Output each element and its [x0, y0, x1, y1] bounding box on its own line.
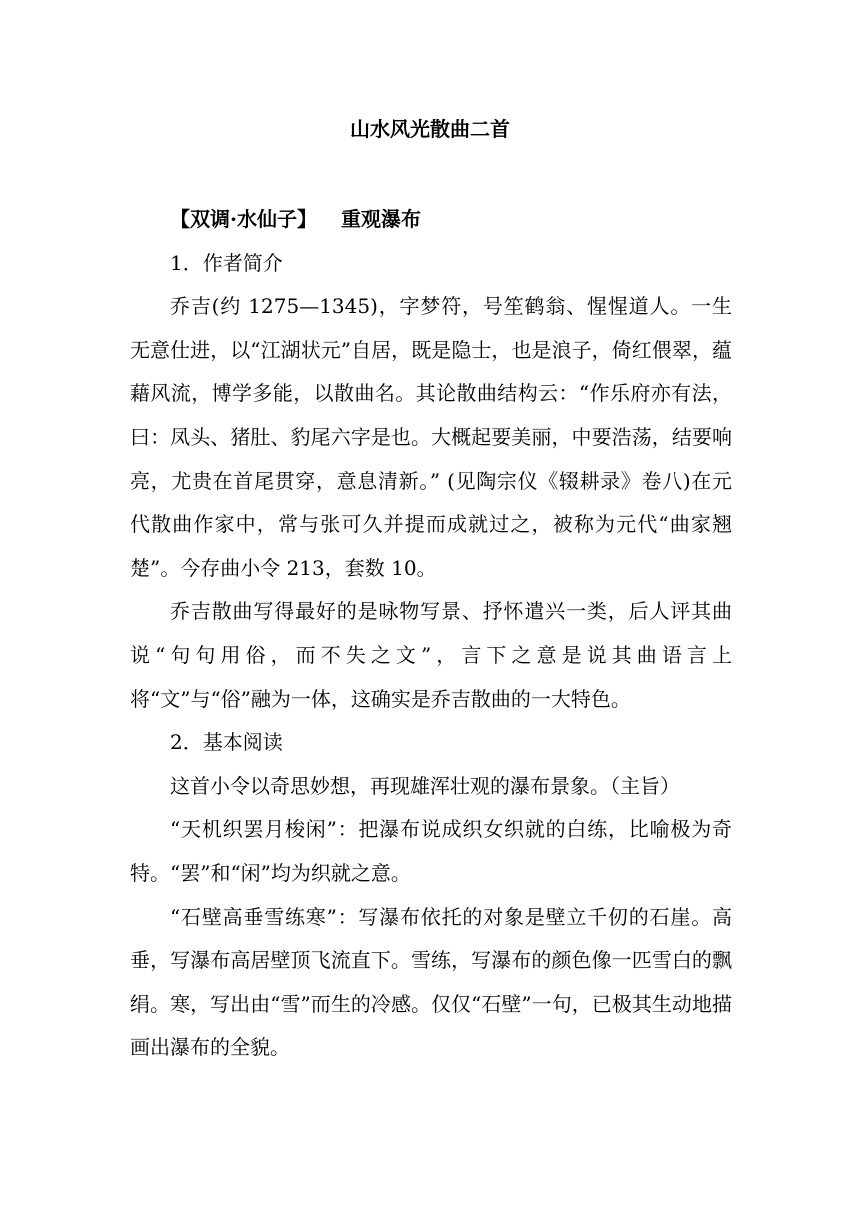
subheading-author-intro: 1．作者简介	[170, 250, 283, 275]
subheading-basic-reading: 2．基本阅读	[170, 730, 283, 755]
tune-name: 【双调·水仙子】	[170, 207, 317, 231]
piece-title: 重观瀑布	[340, 207, 421, 231]
paragraph-line-two: “石壁高垂雪练寒”：写瀑布依托的对象是壁立千仞的石崖。高垂，写瀑布高居壁顶飞流直下。雪练，写瀑布的颜色像一匹雪白的飘绢。寒，写出由“雪”而生的冷感。仅仅“石壁”一句，已极其生动地描画出瀑布的全貌。	[130, 904, 732, 1060]
paragraph-line-one: “天机织罢月梭闲”：把瀑布说成织女织就的白练，比喻极为奇特。“罢”和“闲”均为织就之意。	[130, 817, 732, 885]
section-heading	[170, 198, 732, 242]
paragraph-theme: 这首小令以奇思妙想，再现雄浑壮观的瀑布景象。（主旨）	[170, 773, 680, 798]
document-body	[130, 198, 732, 1070]
paragraph-author-bio: 乔吉(约 1275—1345)，字梦符，号笙鹤翁、惺惺道人。一生无意仕进，以“江湖状元”自居，既是隐士，也是浪子，倚红偎翠，蕴藉风流，博学多能，以散曲名。其论散曲结构云：“作乐府亦有法，曰：凤头、猪肚、豹尾六字是也。大概起要美丽，中要浩荡，结要响亮，尤贵在首尾贯穿，意息清新。” (见陶宗仪《辍耕录》卷八)在元代散曲作家中，常与张可久并提而成就过之，被称为元代“曲家翘楚”。今存曲小令 213，套数 10。	[130, 294, 732, 580]
document-title: 山水风光散曲二首	[350, 117, 510, 141]
paragraph-style: 乔吉散曲写得最好的是咏物写景、抒怀遣兴一类，后人评其曲说“句句用俗，而不失之文”，言下之意是说其曲语言上将“文”与“俗”融为一体，这确实是乔吉散曲的一大特色。	[130, 599, 732, 711]
